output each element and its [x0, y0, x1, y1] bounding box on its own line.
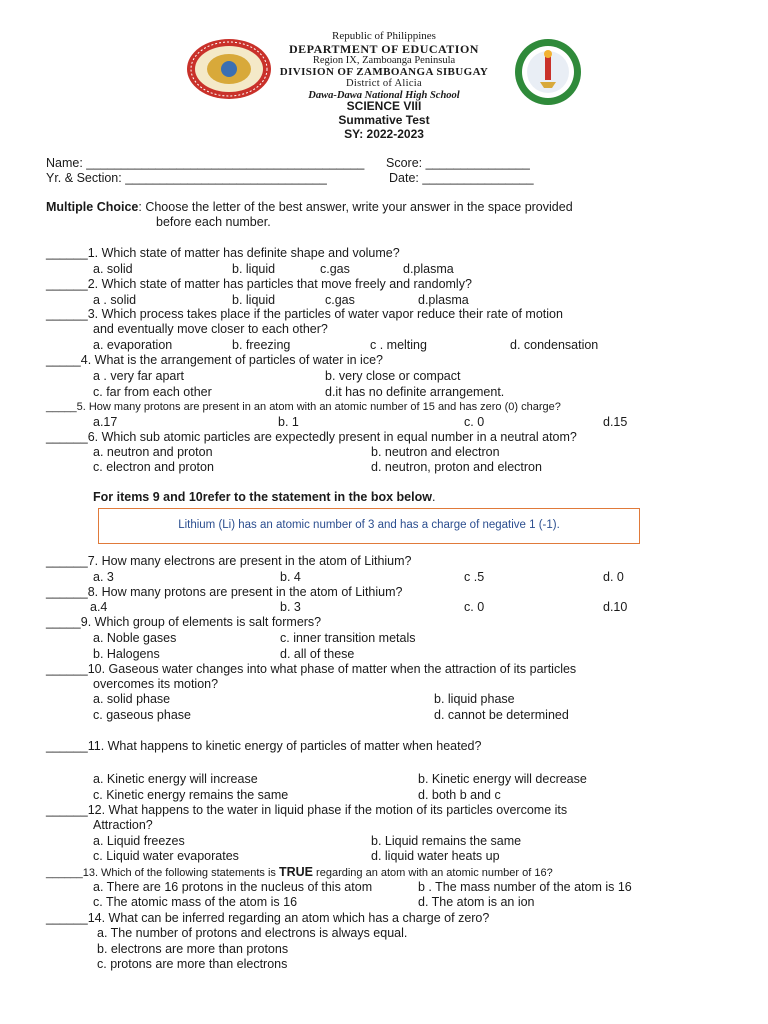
q14-choice-a: a. The number of protons and electrons is always equal. [97, 926, 408, 940]
q5-choice-d: d.15 [603, 415, 628, 429]
q3-choice-c: c . melting [370, 338, 427, 352]
q7-choice-d: d. 0 [603, 570, 624, 584]
q7-choice-c: c .5 [464, 570, 485, 584]
department-line: DEPARTMENT OF EDUCATION [289, 42, 479, 56]
question-10-cont: overcomes its motion? [93, 677, 219, 691]
q8-choice-c: c. 0 [464, 600, 485, 614]
q3-choice-d: d. condensation [510, 338, 599, 352]
q13-stem-pre: ______13. Which of the following statements is [46, 867, 279, 879]
q8-choice-d: d.10 [603, 600, 628, 614]
q4-choice-d: d.it has no definite arrangement. [325, 385, 505, 399]
q13-stem-post: regarding an atom with an atomic number of 16? [313, 867, 553, 879]
reference-note-text: For items 9 and 10refer to the statement in the box below [93, 490, 432, 504]
q6-choice-c: c. electron and proton [93, 460, 214, 474]
q5-choice-c: c. 0 [464, 415, 485, 429]
score-field[interactable]: Score: _______________ [386, 156, 530, 170]
instructions-text: : Choose the letter of the best answer, write your answer in the space provided [138, 200, 573, 214]
q13-choice-d: d. The atom is an ion [418, 895, 535, 909]
question-8: ______8. How many protons are present in the atom of Lithium? [46, 585, 403, 599]
question-5: _____5. How many protons are present in an atom with an atomic number of 15 and has zero (0) charge? [46, 401, 561, 413]
reference-box [98, 508, 640, 544]
q12-choice-c: c. Liquid water evaporates [93, 849, 239, 863]
q4-choice-c: c. far from each other [93, 385, 212, 399]
instructions [46, 200, 573, 214]
q10-choice-c: c. gaseous phase [93, 708, 191, 722]
question-12-cont: Attraction? [93, 818, 153, 832]
name-field[interactable]: Name: ________________________________________ [46, 156, 365, 170]
school-year: SY: 2022-2023 [344, 127, 424, 141]
q7-choice-a: a. 3 [93, 570, 114, 584]
instructions-label: Multiple Choice [46, 200, 139, 214]
q6-choice-d: d. neutron, proton and electron [371, 460, 542, 474]
q1-choice-c: c.gas [320, 262, 350, 276]
district-line: District of Alicia [346, 78, 422, 89]
q13-choice-b: b . The mass number of the atom is 16 [418, 880, 632, 894]
section-field[interactable]: Yr. & Section: _____________________________ [46, 171, 327, 185]
question-11: ______11. What happens to kinetic energy of particles of matter when heated? [46, 739, 482, 753]
q14-choice-b: b. electrons are more than protons [97, 942, 289, 956]
question-3: ______3. Which process takes place if the particles of water vapor reduce their rate of motion [46, 307, 563, 321]
q13-stem-bold: TRUE [278, 865, 313, 879]
q10-choice-d: d. cannot be determined [434, 708, 569, 722]
q4-choice-b: b. very close or compact [325, 369, 461, 383]
q9-choice-d: d. all of these [280, 647, 355, 661]
q6-choice-a: a. neutron and proton [93, 445, 213, 459]
q9-choice-b: b. Halogens [93, 647, 160, 661]
q4-choice-a: a . very far apart [93, 369, 185, 383]
q12-choice-b: b. Liquid remains the same [371, 834, 522, 848]
question-12: ______12. What happens to the water in liquid phase if the motion of its particles overcome its [46, 803, 568, 817]
question-6: ______6. Which sub atomic particles are expectedly present in equal number in a neutral atom? [46, 430, 577, 444]
q13-choice-c: c. The atomic mass of the atom is 16 [93, 895, 298, 909]
q3-choice-a: a. evaporation [93, 338, 173, 352]
q10-choice-b: b. liquid phase [434, 692, 515, 706]
q12-choice-d: d. liquid water heats up [371, 849, 500, 863]
q11-choice-d: d. both b and c [418, 788, 501, 802]
question-13 [46, 865, 553, 879]
q14-choice-c: c. protons are more than electrons [97, 957, 288, 971]
q2-choice-b: b. liquid [232, 293, 276, 307]
q10-choice-a: a. solid phase [93, 692, 171, 706]
region-line: Region IX, Zamboanga Peninsula [312, 55, 456, 66]
q6-choice-b: b. neutron and electron [371, 445, 500, 459]
q7-choice-b: b. 4 [280, 570, 301, 584]
question-1: ______1. Which state of matter has definite shape and volume? [46, 246, 400, 260]
question-4: _____4. What is the arrangement of particles of water in ice? [46, 353, 383, 367]
date-field[interactable]: Date: ________________ [389, 171, 534, 185]
q2-choice-a: a . solid [93, 293, 137, 307]
school-line: Dawa-Dawa National High School [308, 90, 460, 101]
q9-choice-a: a. Noble gases [93, 631, 177, 645]
q1-choice-b: b. liquid [232, 262, 276, 276]
q8-choice-a: a.4 [90, 600, 108, 614]
q5-choice-b: b. 1 [278, 415, 299, 429]
division-line: DIVISION OF ZAMBOANGA SIBUGAY [279, 66, 489, 78]
q13-choice-a: a. There are 16 protons in the nucleus of this atom [93, 880, 373, 894]
test-title: Summative Test [338, 113, 430, 127]
reference-note-period: . [431, 490, 436, 504]
q5-choice-a: a.17 [93, 415, 118, 429]
question-7: ______7. How many electrons are present in the atom of Lithium? [46, 554, 412, 568]
reference-note [93, 490, 435, 504]
q1-choice-a: a. solid [93, 262, 133, 276]
q11-choice-b: b. Kinetic energy will decrease [418, 772, 587, 786]
question-10: ______10. Gaseous water changes into what phase of matter when the attraction of its particles [46, 662, 577, 676]
question-2: ______2. Which state of matter has particles that move freely and randomly? [46, 277, 472, 291]
q2-choice-c: c.gas [325, 293, 355, 307]
q9-choice-c: c. inner transition metals [280, 631, 416, 645]
republic-line: Republic of Philippines [332, 30, 436, 42]
q11-choice-a: a. Kinetic energy will increase [93, 772, 258, 786]
subject-title: SCIENCE VIII [346, 99, 422, 113]
q1-choice-d: d.plasma [403, 262, 454, 276]
q12-choice-a: a. Liquid freezes [93, 834, 185, 848]
reference-box-text: Lithium (Li) has an atomic number of 3 and has a charge of negative 1 (-1). [178, 519, 560, 531]
q11-choice-c: c. Kinetic energy remains the same [93, 788, 289, 802]
instructions-line2: before each number. [156, 215, 271, 229]
question-9: _____9. Which group of elements is salt formers? [46, 615, 322, 629]
q2-choice-d: d.plasma [418, 293, 469, 307]
question-3-cont: and eventually move closer to each other? [93, 322, 328, 336]
q8-choice-b: b. 3 [280, 600, 301, 614]
q3-choice-b: b. freezing [232, 338, 291, 352]
question-14: ______14. What can be inferred regarding an atom which has a charge of zero? [46, 911, 490, 925]
